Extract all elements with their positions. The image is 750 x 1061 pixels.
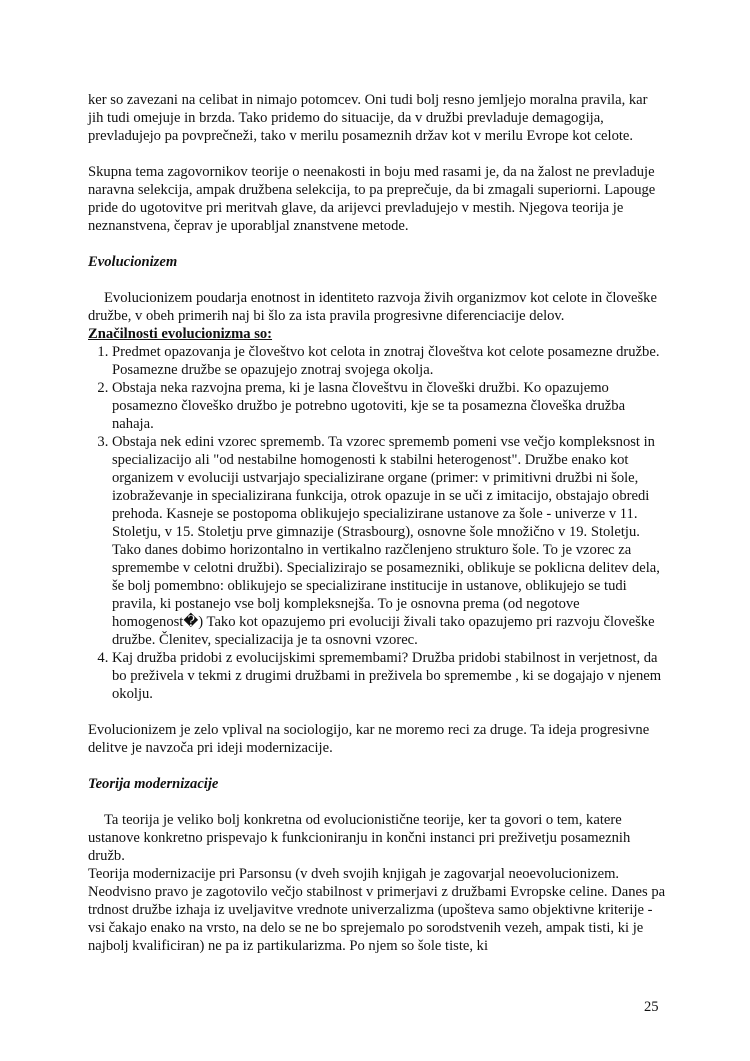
paragraph-vpliv: Evolucionizem je zelo vplival na sociologijo, kar ne moremo reci za druge. Ta ideja progresivne delitve je navzoča pri ideji modernizacije. <box>88 722 650 756</box>
paragraph-parsons: Teorija modernizacije pri Parsonsu (v dveh svojih knjigah je zagovarjal neoevolucionizem. Neodvisno pravo je zagotovilo večjo stabilnost v primerjavi z družbami Evropske celine. Danes pa trdnost družbe izhaja iz uveljavitve vrednote univerzalizma (upošteva samo objektivne kriterije - vsi čakajo enako na vrsto, na delo se ne bo sprejemalo po sorodstvenih vezeh, ampak tisti, ki je najbolj kvalificiran) ne pa iz partikularizma. Po njem so šole tiste, ki <box>88 866 666 954</box>
list-item: 3. Obstaja nek edini vzorec sprememb. Ta vzorec sprememb pomeni vse večjo kompleksnost in specializacijo ali "od nestabilne homogenosti k stabilni heterogenost". Družbe enako kot organizem v evoluciji ustvarjajo specializirane organe (primer: v primitivni družbi ni šole, izobraževanje in specializirana funkcija, otrok opazuje in se uči z imitacijo, obstajajo obredi prehoda. Kasneje se postopoma oblikujejo specializirane ustanove za šole - univerze v 11. Stoletju, v 15. Stoletju prve gimnazije (Strasbourg), osnovne šole množično v 19. Stoletju. Tako danes dobimo horizontalno in vertikalno razčlenjeno strukturo šole. To je vzorec za spremembe v celotni družbi). Specializirajo se posamezniki, oblikuje se poklicna delitev dela, še bolj pomembno: oblikujejo se specializirane institucije in ustanove, oblikujejo se tudi pravila, ki postanejo vse bolj kompleksnejša. To je osnovna prema (od negotove homogenost�) Tako kot opazujemo pri evoluciji živali tako opazujemo pri razvoju človeške družbe. Členitev, specializacija je ta osnovni vzorec. <box>112 433 666 649</box>
page-content <box>88 91 666 955</box>
page-number: 25 <box>644 999 659 1015</box>
paragraph-celibat: ker so zavezani na celibat in nimajo potomcev. Oni tudi bolj resno jemljejo moralna pravila, kar jih tudi omejuje in brzda. Tako pridemo do situacije, da v družbi prevladuje demagogija, prevladujejo pa povprečneži, tako v merilu posameznih držav kot v merilu Evrope kot celote. <box>88 92 648 144</box>
subheading-znacilnosti: Značilnosti evolucionizma so: <box>88 326 273 342</box>
heading-evolucionizem: Evolucionizem <box>88 254 178 270</box>
list-item: 2. Obstaja neka razvojna prema, ki je lasna človeštvu in človeški družbi. Ko opazujemo posamezno človeško družbo je potrebno ugotoviti, kje se ta posamezna človeška družba nahaja. <box>112 379 666 433</box>
list-item: 4. Kaj družba pridobi z evolucijskimi spremembami? Družba pridobi stabilnost in verjetnost, da bo preživela v tekmi z drugimi družbami in preživela bo spremembe , ki se dogajajo v njenem okolju. <box>112 649 666 703</box>
heading-teorija-modernizacije: Teorija modernizacije <box>88 776 219 792</box>
characteristics-list <box>88 343 666 703</box>
paragraph-evolucionizem-intro: Evolucionizem poudarja enotnost in identiteto razvoja živih organizmov kot celote in človeške družbe, v obeh primerih naj bi šlo za ista pravila progresivne diferenciacije delov. <box>88 290 657 324</box>
paragraph-modernizacija-intro: Ta teorija je veliko bolj konkretna od evolucionistične teorije, ker ta govori o tem, katere ustanove konkretno prispevajo k funkcioniranju in končni instanci pri preživetju posameznih družb. <box>88 812 631 864</box>
paragraph-rasami: Skupna tema zagovornikov teorije o neenakosti in boju med rasami je, da na žalost ne prevladuje naravna selekcija, ampak družbena selekcija, to pa preprečuje, da bi zmagali superiorni. Lapouge pride do ugotovitve pri meritvah glave, da arijevci prevladujejo v mestih. Njegova teorija je neznanstvena, čeprav je uporabljal znanstvene metode. <box>88 164 656 234</box>
list-item: 1. Predmet opazovanja je človeštvo kot celota in znotraj človeštva kot celote posamezne družbe. Posamezne družbe se opazujejo znotraj svojega okolja. <box>112 343 666 379</box>
